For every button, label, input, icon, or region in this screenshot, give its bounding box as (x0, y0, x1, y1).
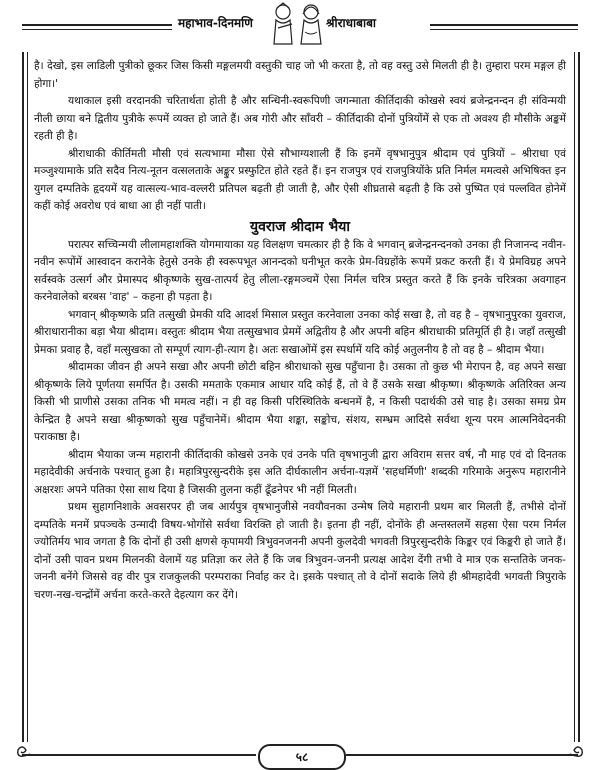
paragraph: श्रीदामका जीवन ही अपने सखा और अपनी छोटी बहिन श्रीराधाको सुख पहुँचाना है। उसका तो कुछ भी मेरापन है, वह अपने सखा श्रीकृष्णके लिये पूर्णतया समर्पित है। उसकी ममताके एकमात्र आधार यदि कोई हैं, तो वे हैं उसके सखा श्रीकृष्ण। श्रीकृष्णके अतिरिक्त अन्य किसी भी प्राणीसे उसका तनिक भी ममत्व नहीं। न ही वह किसी परिस्थितिके बन्धनमें है, न किसी पदार्थकी उसे चाह है। उसका समग्र प्रेम केन्द्रित है अपने सखा श्रीकृष्णको सुख पहुँचानेमें। श्रीदाम भैया शङ्का, सङ्कोच, संशय, सम्भ्रम आदिसे सर्वथा शून्य परम आत्मनिवेदनकी पराकाष्ठा है। (34, 361, 566, 443)
paragraph: श्रीराधाकी कीर्तिमती मौसी एवं सत्यभामा मौसा ऐसे सौभाग्यशाली हैं कि इनमें वृषभानुपुत्र श्रीदाम एवं पुत्रियों – श्रीराधा एवं मञ्जुश्यामाके प्रति सदैव नित्य-नूतन वत्सलताके अङ्कुर प्रस्फुटित होते रहते हैं। इन राजपुत्र एवं राजपुत्रियोंके प्रति निर्मल ममत्वसे अभिषिक्त इन युगल दम्पतिके हृदयमें यह वात्सल्य-भाव-वल्लरी प्रतिपल बढ़ती ही जाती है, और ऐसी शीघ्रतासे बढ़ती है कि उसे पुष्पित एवं पल्लवित होनेमें कहीं कोई अवरोध एवं बाधा आ ही नहीं पाती। (34, 147, 566, 212)
page-number: ५८ (258, 744, 346, 770)
page-footer (0, 742, 600, 770)
footer-rule-right (346, 754, 578, 756)
radha-illustration-icon (298, 2, 324, 46)
header-author-name: श्रीराधाबाबा (326, 16, 377, 30)
paragraph: भगवान् श्रीकृष्णके प्रति तत्सुखी प्रेमकी यदि आदर्श मिसाल प्रस्तुत करनेवाला उनका कोई सखा है, तो वह है – वृषभानुपुरका युवराज, श्रीराधारानीका बड़ा भैया श्रीदाम। वस्तुतः श्रीदाम भैया तत्सुखभाव प्रेममें अद्वितीय है और अपनी बहिन श्रीराधाकी प्रतिमूर्ति ही है। जहाँ तत्सुखी प्रेमका प्रवाह है, वहाँ मत्सुखका तो सम्पूर्ण त्याग-ही-त्याग है। अतः सखाओंमें इस स्पर्धामें यदि कोई अतुलनीय है तो वह है – श्रीदाम भैया। (34, 308, 566, 356)
header-book-title: महाभाव-दिनमणि (178, 16, 253, 30)
footer-rule-left (22, 754, 256, 756)
scroll-ornament-left-icon (14, 744, 32, 762)
paragraph: प्रथम सुहागनिशाके अवसरपर ही जब आर्यपुत्र वृषभानुजीसे नवयौवनका उन्मेष लिये महारानी प्रथम बार मिलती हैं, तभीसे दोनों दम्पतिके मनमें प्रपञ्चके उन्मादी विषय-भोगोंसे सर्वथा विरक्ति हो जाती है। इतना ही नहीं, दोनोंके ही अन्तस्तलमें सहसा ऐसा परम निर्मल ज्योतिर्मय भाव जगता है कि दोनों ही उसी क्षणसे कृपामयी त्रिभुवनजननी अपनी कुलदेवी भगवती त्रिपुरसुन्दरीके किङ्कर एवं किङ्करी हो जाते हैं। दोनों उसी पावन प्रथम मिलनकी वेलामें यह प्रतिज्ञा कर लेते हैं कि जब त्रिभुवन-जननी प्रत्यक्ष आदेश देंगी तभी वे मात्र एक सन्ततिके जनक-जननी बनेंगे जिससे वह वीर पुत्र राजकुलकी परम्पराका निर्वाह कर दे। इसके पश्चात् तो वे दोनों सदाके लिये ही श्रीमहादेवी भगवती त्रिपुराके चरण-नख-चन्द्रोंमें अर्चना करते-करते देहत्याग कर देंगे। (34, 501, 566, 601)
header-rule-right-thin (430, 29, 578, 30)
paragraph: परात्पर सच्चिन्मयी लीलामहाशक्ति योगमायाका यह विलक्षण चमत्कार ही है कि वे भगवान् ब्रजेन्द्रनन्दनको उनका ही निजानन्द नवीन-नवीन रूपोंमें आस्वादन करानेके हेतुसे उनके ही स्वरूपभूत आनन्दको घनीभूत करके प्रेम-विग्रहोंके रूपमें प्रकट करती हैं। ये प्रेमविग्रह अपने सर्वस्वके उत्सर्ग और प्रेमास्पद श्रीकृष्णके सुख-तात्पर्य हेतु लीला-रङ्गमञ्चमें ऐसा निर्मल चरित्र प्रस्तुत करते हैं कि इनके चरित्रका अवगाहन करनेवालेको बरबस 'वाह' – कहना ही पड़ता है। (34, 238, 566, 303)
header-rule-left-thin (22, 29, 172, 30)
paragraph: श्रीदाम भैयाका जन्म महारानी कीर्तिदाकी कोखसे उनके एवं उनके पति वृषभानुजी द्वारा अविराम सत्तर वर्ष, नौ माह एवं दो दिनतक महादेवीकी अर्चनाके पश्चात् हुआ है। महात्रिपुरसुन्दरीके इस अति दीर्घकालीन अर्चना-यज्ञमें 'सहधर्मिणी' शब्दकी गरिमाके अनुरूप महारानीने अक्षरशः अपने पतिका ऐसा साथ दिया है जिसकी तुलना कहीं ढूँढनेपर भी नहीं मिलती। (34, 448, 566, 496)
paragraph: है। देखो, इस लाडिली पुत्रीको छूकर जिस किसी मङ्गलमयी वस्तुकी चाह जो भी करता है, तो वह वस्तु उसे मिलती ही है। तुम्हारा परम मङ्गल ही होगा।' (34, 60, 566, 90)
page-body (34, 58, 566, 604)
page-header (0, 0, 600, 52)
krishna-illustration-icon (270, 2, 296, 46)
scroll-ornament-right-icon (568, 744, 586, 762)
header-rule-left (22, 24, 172, 26)
paragraph: यथाकाल इसी वरदानकी चरितार्थता होती है और सन्धिनी-स्वरूपिणी जगन्माता कीर्तिदाकी कोखसे स्वयं ब्रजेन्द्रनन्दन ही संविन्मयी नीली छाया बने द्वितीय पुत्रीके रूपमें व्यक्त हो जाते हैं। अब गोरी और साँवरी – कीर्तिदाकी दोनों पुत्रियोंमें से एक तो अवश्य ही मौसीके अङ्कमें रहती ही है। (34, 95, 566, 142)
header-rule-right (430, 24, 578, 26)
section-title: युवराज श्रीदाम भैया (250, 218, 350, 235)
